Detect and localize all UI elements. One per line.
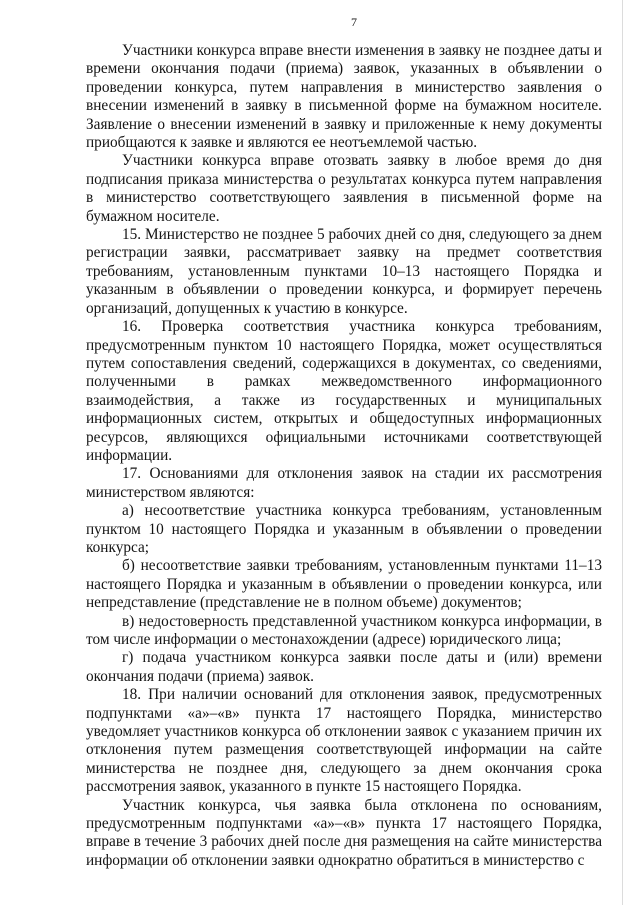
paragraph-withdraw-application: Участники конкурса вправе отозвать заявку в любое время до дня подписания приказа министерства о результатах конкурса путем направления в министерство соответствующего заявления в письменной форме на бумажном носителе.: [86, 152, 602, 225]
page-number: 7: [351, 15, 357, 29]
paragraph-16: 16. Проверка соответствия участника конкурса требованиям, предусмотренным пунктом 10 настоящего Порядка, может осуществляться путем сопоставления сведений, содержащихся в документах, со сведениями, полученными в рамках межведомственного информационного взаимодействия, а также из государственных и муниципальных информационных систем, открытых и общедоступных информационных ресурсов, являющихся официальными источниками соответствующей информации.: [86, 318, 602, 464]
paragraph-18-appeal: Участник конкурса, чья заявка была отклонена по основаниям, предусмотренным подпунктами «а»–«в» пункта 17 настоящего Порядка, вправе в течение 3 рабочих дней после дня размещения на сайте министерства информации об отклонении заявки однократно обратиться в министерство с: [86, 796, 602, 869]
document-body: [86, 42, 602, 870]
paragraph-17-g: г) подача участником конкурса заявки после даты и (или) времени окончания подачи (приема) заявок.: [86, 649, 602, 685]
paragraph-17: 17. Основаниями для отклонения заявок на стадии их рассмотрения министерством являются:: [86, 465, 602, 501]
paragraph-17-a: а) несоответствие участника конкурса требованиям, установленным пунктом 10 настоящего Порядка и указанным в объявлении о проведении конкурса;: [86, 502, 602, 556]
page-edge-line: [622, 0, 623, 905]
paragraph-amend-application: Участники конкурса вправе внести изменения в заявку не позднее даты и времени окончания подачи (приема) заявок, указанных в объявлении о проведении конкурса, путем направления в министерство заявления о внесении изменений в заявку в письменной форме на бумажном носителе. Заявление о внесении изменений в заявку и приложенные к нему документы приобщаются к заявке и являются ее неотъемлемой частью.: [86, 42, 602, 152]
paragraph-17-v: в) недостоверность представленной участником конкурса информации, в том числе информации о местонахождении (адресе) юридического лица;: [86, 612, 602, 648]
paragraph-18: 18. При наличии оснований для отклонения заявок, предусмотренных подпунктами «а»–«в» пункта 17 настоящего Порядка, министерство уведомляет участников конкурса об отклонении заявок с указанием причин их отклонения путем размещения соответствующей информации на сайте министерства не позднее дня, следующего за днем окончания срока рассмотрения заявок, указанного в пункте 15 настоящего Порядка.: [86, 686, 602, 796]
paragraph-17-b: б) несоответствие заявки требованиям, установленным пунктами 11–13 настоящего Порядка и указанным в объявлении о проведении конкурса, или непредставление (представление не в полном объеме) документов;: [86, 557, 602, 612]
paragraph-15: 15. Министерство не позднее 5 рабочих дней со дня, следующего за днем регистрации заявки, рассматривает заявку на предмет соответствия требованиям, установленным пунктами 10–13 настоящего Порядка и указанным в объявлении о проведении конкурса, и формирует перечень организаций, допущенных к участию в конкурсе.: [86, 226, 602, 317]
